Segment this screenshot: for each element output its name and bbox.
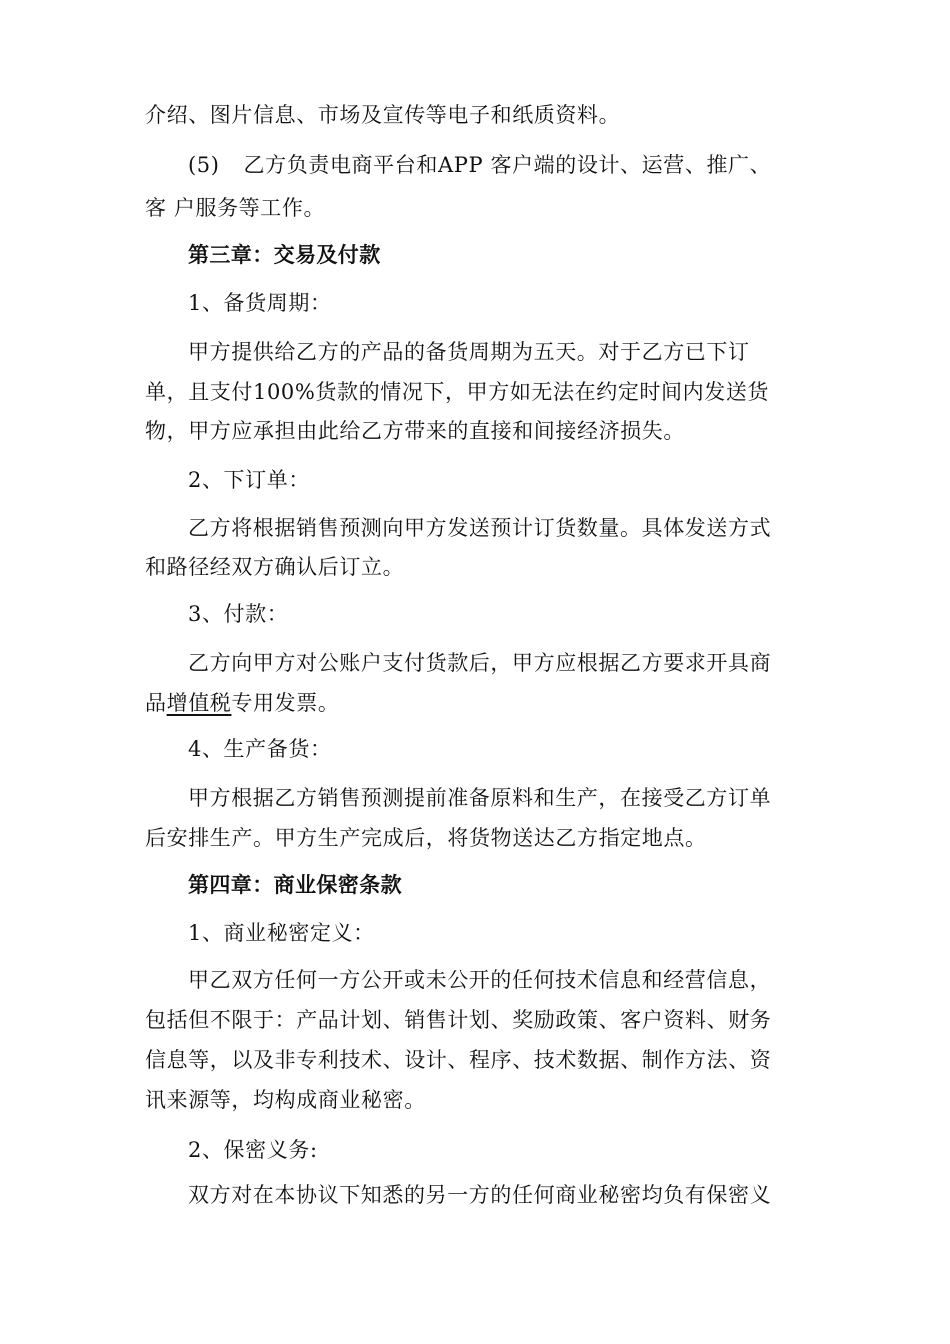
list-item-text: 乙方负责电商平台和APP 客户端的设计、运营、推广、 [243,153,772,177]
text-run: 品 [145,691,167,715]
section-title: 4、生产备货： [188,737,332,761]
paragraph-line: 甲方根据乙方销售预测提前准备原料和生产，在接受乙方订单 [188,786,772,810]
paragraph-line: 双方对在本协议下知悉的另一方的任何商业秘密均负有保密义 [188,1183,772,1207]
text-run: 专用发票。 [231,691,340,715]
paragraph-line: 乙方将根据销售预测向甲方发送预计订货数量。具体发送方式 [188,516,772,540]
section-title: 2、下订单： [188,468,310,492]
paragraph-line: 信息等，以及非专利技术、设计、程序、技术数据、制作方法、资 [145,1048,772,1072]
paragraph-line: 甲方提供给乙方的产品的备货周期为五天。对于乙方已下订 [188,340,750,364]
list-item-number: (5) [188,153,220,177]
paragraph-line: 乙方向甲方对公账户支付货款后，甲方应根据乙方要求开具商 [188,651,772,675]
chapter-4-heading: 第四章：商业保密条款 [188,873,402,897]
paragraph-line: 物，甲方应承担由此给乙方带来的直接和间接经济损失。 [145,419,685,443]
list-item-5 [188,150,771,180]
paragraph-line: 和路径经双方确认后订立。 [145,555,405,579]
chapter-3-heading: 第三章：交易及付款 [188,243,381,267]
paragraph-line [145,688,339,718]
paragraph-line: 讯来源等，均构成商业秘密。 [145,1088,426,1112]
section-title: 1、备货周期： [188,291,332,315]
section-title: 1、商业秘密定义： [188,921,375,945]
paragraph-line: 后安排生产。甲方生产完成后，将货物送达乙方指定地点。 [145,826,707,850]
paragraph-line: 介绍、图片信息、市场及宣传等电子和纸质资料。 [145,103,621,127]
underlined-term: 增值税 [166,691,232,715]
paragraph-line: 包括但不限于：产品计划、销售计划、奖励政策、客户资料、财务 [145,1008,772,1032]
section-title: 3、付款： [188,602,289,626]
section-title: 2、保密义务: [188,1138,318,1162]
paragraph-line: 甲乙双方任何一方公开或未公开的任何技术信息和经营信息， [188,968,772,992]
paragraph-line: 单，且支付100%货款的情况下，甲方如无法在约定时间内发送货 [145,380,770,404]
paragraph-line: 客 户服务等工作。 [145,196,326,220]
